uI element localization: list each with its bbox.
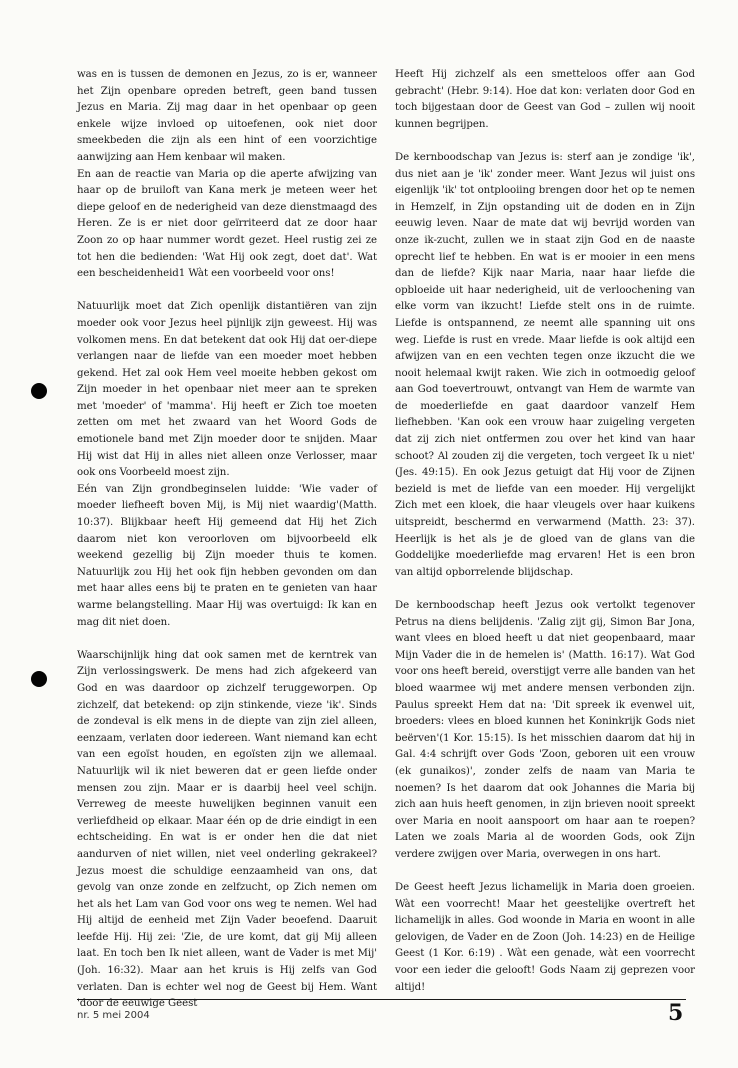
footer-rule xyxy=(77,999,686,1000)
paragraph: Waarschijnlijk hing dat ook samen met de kerntrek van Zijn verlossingswerk. De mens had zich afgekeerd van God en was daardoor op zichzelf teruggeworpen. Op zichzelf, dat betekend: op zijn stinkende, vieze 'ik'. Sinds de zondeval is elk mens in de diepte van zijn ziel alleen, eenzaam, verlaten door iedereen. Want niemand kan echt van een egoïst houden, en egoïsten zijn we allemaal. Natuurlijk wil ik niet beweren dat er geen liefde onder mensen zou zijn. Maar er is daarbij heel veel schijn. Verreweg de meeste huwelijken beginnen vanuit een verliefdheid op elkaar. Maar één op de drie eindigt in een echtscheiding. En wat is er onder hen die dat niet aandurven of niet willen, niet veel onderling gekrakeel? Jezus moest die schuldige eenzaamheid van ons, dat gevolg van onze zonde en zelfzucht, op Zich nemen om het als het Lam van God voor ons weg te nemen. Wel had Hij altijd de eenheid met Zijn Vader beoefend. Daaruit leefde Hij. Hij zei: 'Zie, de ure komt, dat gij Mij alleen laat. En toch ben Ik niet alleen, want de Vader is met Mij' (Joh. 16:32). Maar aan het kruis is Hij zelfs van God verlaten. Dan is echter wel nog de Geest bij Hem. Want 'door de eeuwige Geest xyxy=(77,649,377,1010)
right-column xyxy=(395,67,695,996)
paragraph: Eén van Zijn grondbeginselen luidde: 'Wie vader of moeder liefheeft boven Mij, is Mij niet waardig'(Matth. 10:37). Blijkbaar heeft Hij gemeend dat Hij het Zich daarom niet kon veroorloven om bijvoorbeeld elk weekend gezellig bij Zijn moeder thuis te komen. Natuurlijk zou Hij het ook fijn hebben gevonden om dan met haar alles eens bij te praten en te genieten van haar warme belangstelling. Maar Hij was overtuigd: Ik kan en mag dit niet doen. xyxy=(77,483,377,628)
paragraph: De kernboodschap heeft Jezus ook vertolkt tegenover Petrus na diens belijdenis. 'Zalig zijt gij, Simon Bar Jona, want vlees en bloed heeft u dat niet geopenbaard, maar Mijn Vader die in de hemelen is' (Matth. 16:17). Wat God voor ons heeft bereid, overstijgt verre alle banden van het bloed waarmee wij met andere mensen verbonden zijn. Paulus spreekt Hem dat na: 'Dit spreek ik evenwel uit, broeders: vlees en bloed kunnen het Koninkrijk Gods niet beërven'(1 Kor. 15:15). Is het misschien daarom dat hij in Gal. 4:4 schrijft over Gods 'Zoon, geboren uit een vrouw (ek gunaikos)', zonder zelfs de naam van Maria te noemen? Is het daarom dat ook Johannes die Maria bij zich aan huis heeft genomen, in zijn brieven nooit spreekt over Maria en nooit aanspoort om haar aan te roepen? Laten we zoals Maria al de woorden Gods, ook Zijn verdere zwijgen over Maria, overwegen in ons hart. xyxy=(395,600,695,860)
paragraph: Heeft Hij zichzelf als een smetteloos offer aan God gebracht' (Hebr. 9:14). Hoe dat kon: verlaten door God en toch bijgestaan door de Geest van God – zullen wij nooit kunnen begrijpen. xyxy=(395,69,695,130)
left-column xyxy=(77,67,377,1013)
page-number: 5 xyxy=(668,1000,684,1026)
paragraph: was en is tussen de demonen en Jezus, zo is er, wanneer het Zijn openbare opreden betreft, geen band tussen Jezus en Maria. Zij mag daar in het openbaar op geen enkele wijze invloed op uitoefenen, ook niet door smeekbeden die zijn als een hint of een voorzichtige aanwijzing aan Hem kenbaar wil maken. xyxy=(77,69,377,163)
paragraph: En aan de reactie van Maria op die aperte afwijzing van haar op de bruiloft van Kana merk je meteen weer het diepe geloof en de nederigheid van deze dienstmaagd des Heren. Ze is er niet door geïrriteerd dat ze door haar Zoon zo op haar nummer wordt gezet. Heel rustig zei ze tot hen die bedienden: 'Wat Hij ook zegt, doet dat'. Wat een bescheidenheid1 Wàt een voorbeeld voor ons! xyxy=(77,168,377,280)
paragraph: De Geest heeft Jezus lichamelijk in Maria doen groeien. Wàt een voorrecht! Maar het geestelijke overtreft het lichamelijk in alles. God woonde in Maria en woont in alle gelovigen, de Vader en de Zoon (Joh. 14:23) en de Heilige Geest (1 Kor. 6:19) . Wàt een genade, wàt een voorrecht voor een ieder die gelooft! Gods Naam zij geprezen voor altijd! xyxy=(395,882,695,993)
paragraph: Natuurlijk moet dat Zich openlijk distantiëren van zijn moeder ook voor Jezus heel pijnlijk zijn geweest. Hij was volkomen mens. En dat betekent dat ook Hij dat oer-diepe verlangen naar de liefde van een moeder moet hebben gekend. Het zal ook Hem veel moeite hebben gekost om Zijn moeder in het openbaar niet meer aan te spreken met 'moeder' of 'mamma'. Hij heeft er Zich toe moeten zetten om met het zwaard van het Woord Gods de emotionele band met Zijn moeder door te snijden. Maar Hij wist dat Hij in alles niet alleen onze Verlosser, maar ook ons Voorbeeld moest zijn. xyxy=(77,301,377,479)
paragraph: De kernboodschap van Jezus is: sterf aan je zondige 'ik', dus niet aan je 'ik' zonder meer. Want Jezus wil juist ons eigenlijk 'ik' tot ontplooiing brengen door het op te nemen in Hemzelf, in Zijn opstanding uit de doden en in Zijn eeuwig leven. Naar de mate dat wij bevrijd worden van onze ik-zucht, zullen we in staat zijn God en de naaste oprecht lief te hebben. En wat is er mooier in een mens dan de liefde? Kijk naar Maria, naar haar liefde die opbloeide uit haar nederigheid, uit de verloochening van elke vorm van ikzucht! Liefde stelt ons in de ruimte. Liefde is ontspannend, ze neemt alle spanning uit ons weg. Liefde is rust en vrede. Maar liefde is ook altijd een afwijzen van en een vechten tegen onze ikzucht die we nooit helemaal kwijt raken. Wie zich in ootmoedig geloof aan God toevertrouwt, ontvangt van Hem de warmte van de moederliefde en gaat daardoor vanzelf Hem liefhebben. 'Kan ook een vrouw haar zuigeling vergeten dat zij zich niet ontfermen zou over het kind van haar schoot? Al zouden zij die vergeten, toch vergeet Ik u niet' (Jes. 49:15). En ook Jezus getuigt dat Hij voor de Zijnen bezield is met de liefde van een moeder. Hij vergelijkt Zich met een kloek, die haar vleugels over haar kuikens uitspreidt, beschermd en verwarmend (Matth. 23: 37). Heerlijk is het als je de gloed van de glans van die Goddelijke moederliefde mag ervaren! Het is een bron van altijd opborrelende blijdschap. xyxy=(395,151,695,578)
punch-hole-bottom xyxy=(31,671,47,687)
punch-hole-top xyxy=(31,383,47,399)
issue-label: nr. 5 mei 2004 xyxy=(77,1010,150,1021)
